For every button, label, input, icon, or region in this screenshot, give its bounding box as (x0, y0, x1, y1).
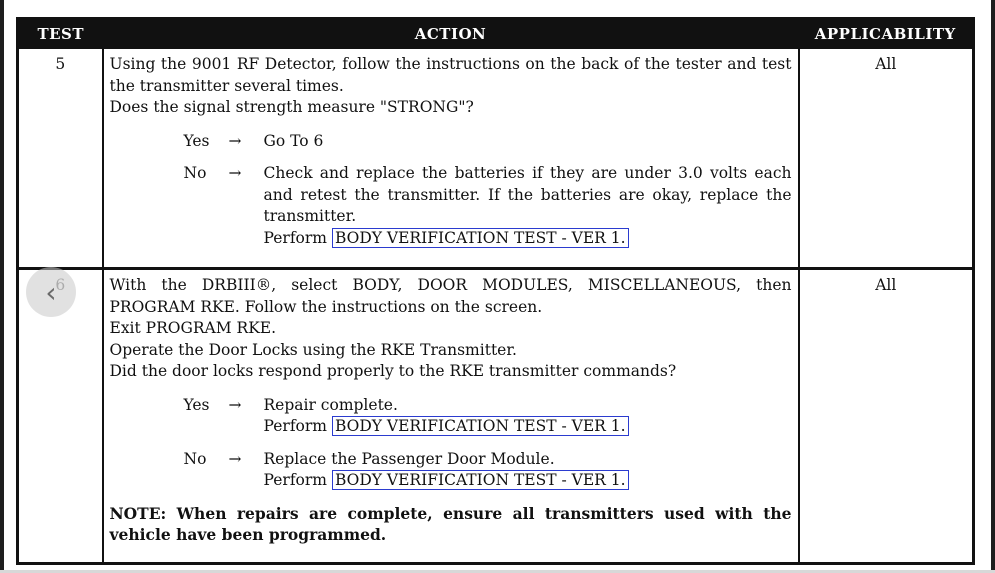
window-frame-right (991, 0, 995, 573)
answer-no-response (264, 449, 792, 492)
answer-no (184, 449, 792, 492)
perform-label: Perform (263, 228, 327, 247)
table-row (18, 48, 974, 269)
action-instruction: With the DRBIII®, select BODY, DOOR MODULES, MISCELLANEOUS, then PROGRAM RKE. Follow the instructions on the screen. (109, 276, 792, 316)
diagnostic-table (16, 17, 975, 565)
answer-no (184, 163, 792, 249)
header-applicability: APPLICABILITY (799, 19, 974, 49)
arrow-right-icon: → (228, 395, 242, 414)
perform-label: Perform (263, 471, 327, 489)
action-instruction: Exit PROGRAM RKE. (109, 319, 277, 337)
answer-yes (184, 131, 792, 153)
arrow-right-icon: → (228, 131, 242, 150)
answer-no-text: Check and replace the batteries if they are under 3.0 volts each and retest the transmitter. If the batteries are okay, replace the transmitter. (263, 164, 792, 225)
window-frame-left (0, 0, 4, 573)
body-verification-test-link[interactable]: BODY VERIFICATION TEST - VER 1. (332, 416, 629, 436)
action-instruction: Operate the Door Locks using the RKE Transmitter. (109, 340, 517, 359)
action-question: Did the door locks respond properly to the RKE transmitter commands? (109, 362, 677, 380)
header-action: ACTION (103, 19, 799, 49)
answer-no-label: No (183, 164, 207, 182)
arrow-right-icon: → (228, 449, 242, 468)
header-test: TEST (18, 19, 103, 49)
answers (110, 131, 792, 250)
answer-no-response (264, 163, 792, 249)
answer-yes-label: Yes (183, 131, 210, 150)
action-instruction: Using the 9001 RF Detector, follow the instructions on the back of the tester and test the transmitter several times. (109, 55, 792, 95)
test-number: 5 (18, 48, 103, 269)
body-verification-test-link[interactable]: BODY VERIFICATION TEST - VER 1. (332, 470, 629, 490)
repair-note: NOTE: When repairs are complete, ensure all transmitters used with the vehicle have been programmed. (109, 503, 792, 544)
action-cell (103, 269, 799, 564)
answer-yes-response (264, 395, 792, 438)
action-question: Does the signal strength measure "STRONG"? (109, 98, 474, 116)
applicability-value: All (799, 269, 974, 564)
body-verification-test-link[interactable]: BODY VERIFICATION TEST - VER 1. (332, 228, 629, 248)
perform-label: Perform (263, 417, 327, 435)
answer-no-text: Replace the Passenger Door Module. (263, 449, 555, 468)
answer-yes-label: Yes (183, 395, 210, 414)
answer-yes-response: Go To 6 (263, 131, 324, 150)
table-header-row (18, 19, 974, 49)
action-cell (103, 48, 799, 269)
arrow-right-icon: → (228, 164, 242, 182)
chevron-left-icon: ‹ (45, 275, 57, 309)
answer-no-label: No (183, 449, 207, 468)
previous-page-button[interactable] (26, 267, 76, 317)
answer-yes (184, 395, 792, 438)
applicability-value: All (799, 48, 974, 269)
answer-yes-text: Repair complete. (263, 395, 398, 414)
table-row (18, 269, 974, 564)
answers (110, 395, 792, 492)
